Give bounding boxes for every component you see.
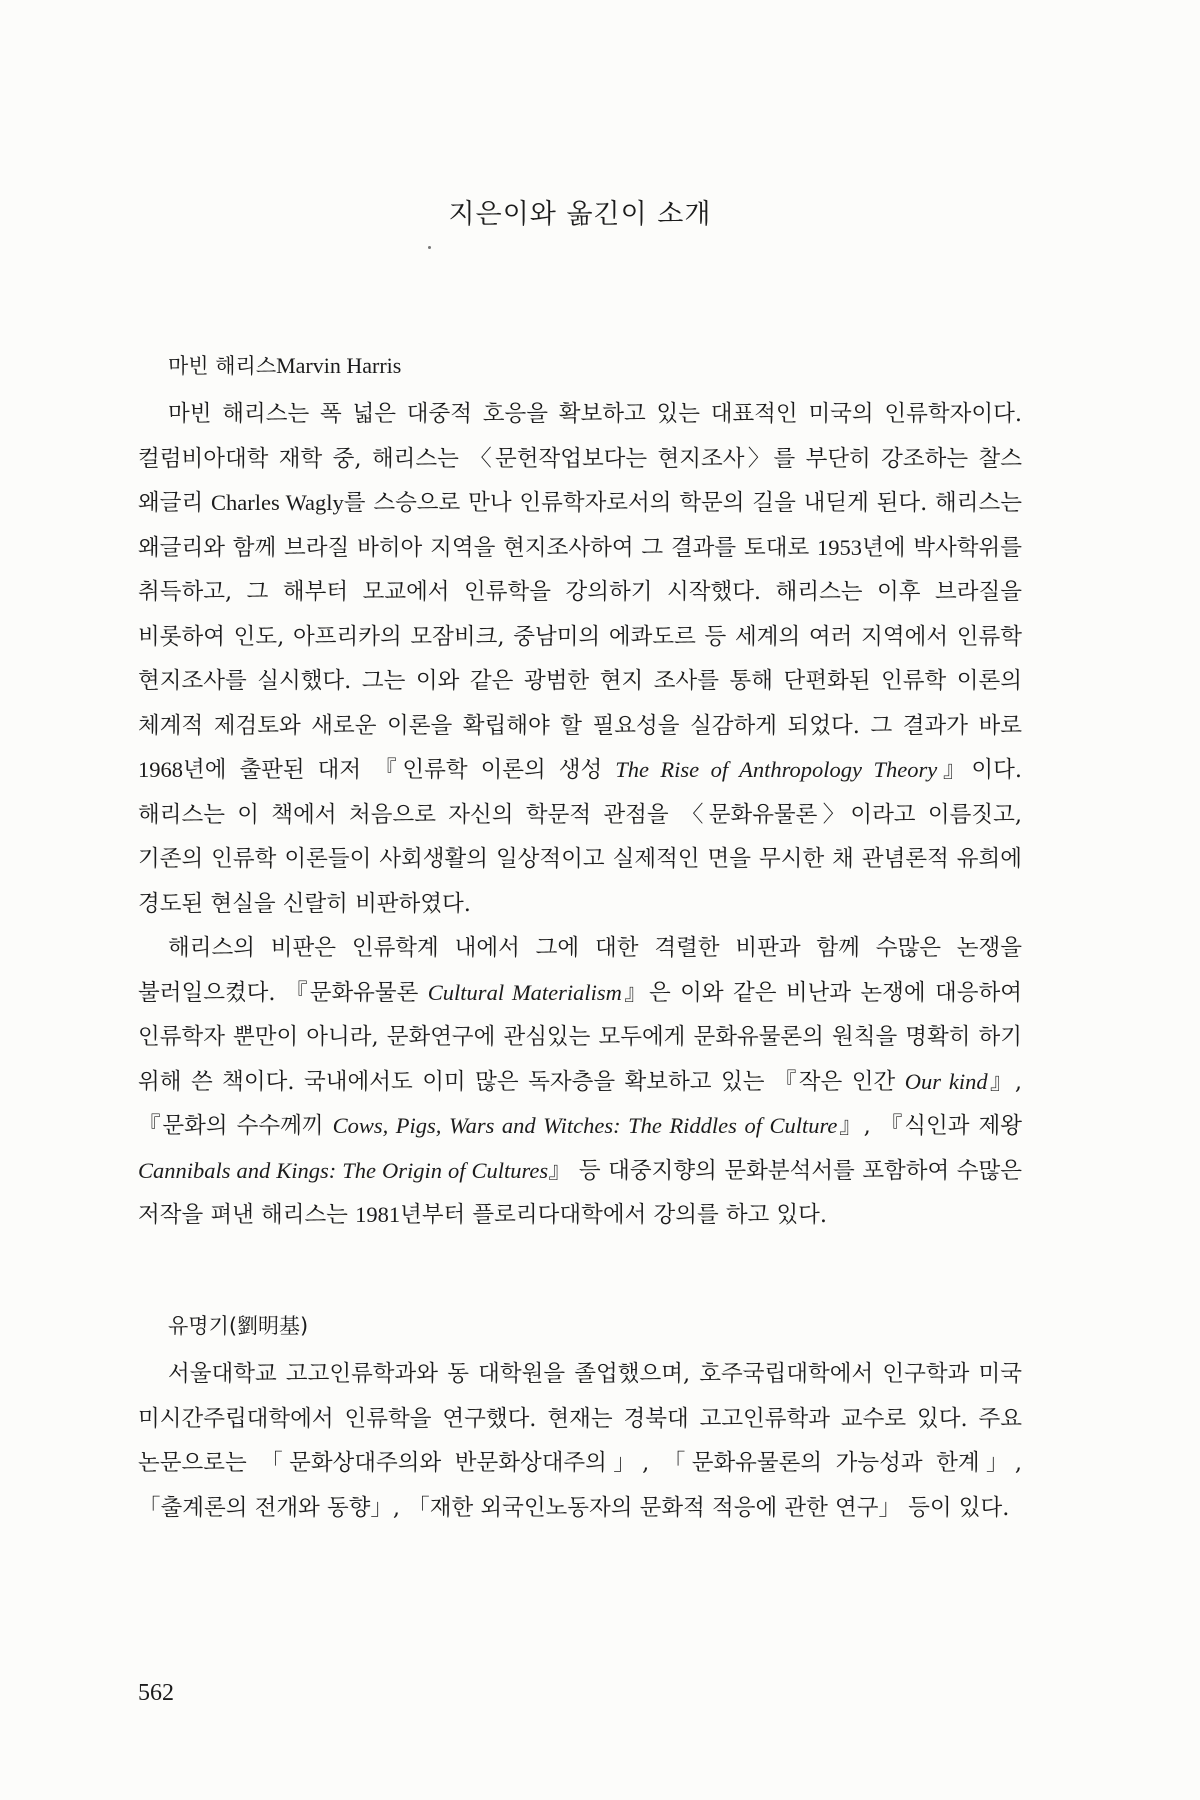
author-name-en: Marvin Harris bbox=[276, 353, 402, 378]
author-paragraph-1 bbox=[138, 392, 1022, 926]
italic-title-text: Cows, Pigs, Wars and Witches: The Riddles of Culture bbox=[332, 1113, 838, 1138]
scan-speck bbox=[428, 246, 431, 249]
paragraph-text: 를 스승으로 만나 인류학자로서의 학문의 길을 내딛게 된다. 해리스는 왜글리와 함께 브라질 바히아 지역을 현지조사하여 그 결과를 토대로 bbox=[138, 490, 1022, 561]
paragraph-text: 』 등 대중지향의 문화분석서를 포함하여 수많은 저작을 펴낸 해리스는 bbox=[138, 1157, 1022, 1228]
page-number: 562 bbox=[138, 1680, 174, 1706]
italic-title-text: Cannibals and Kings: The Origin of Cultures bbox=[138, 1157, 549, 1183]
paragraph-text: 』, 『식인과 제왕 bbox=[837, 1113, 1022, 1139]
latin-text: 1953 bbox=[817, 534, 863, 560]
page-title: 지은이와 옮긴이 소개 bbox=[448, 199, 712, 230]
translator-section bbox=[138, 1310, 1022, 1530]
paragraph-text: 』은 이와 같은 비난과 논쟁에 대응하여 인류학자 뿐만이 아니라, 문화연구에 관심있는 모두에게 문화유물론의 원칙을 명확히 하기 위해 쓴 책이다. 국내에서도 이미 많은 독자층을 확보하고 있는 『작은 인간 bbox=[138, 979, 1022, 1095]
paragraph-text: 서울대학교 고고인류학과와 동 대학원을 졸업했으며, 호주국립대학에서 인구학과 미국 미시간주립대학에서 인류학을 연구했다. 현재는 경북대 고고인류학과 교수로 있다. 주요 논문으로는 「문화상대주의와 반문화상대주의」, 「문화유물론의 가능성과 한계」, 「출계론의 전개와 동향」, 「재한 외국인노동자의 문화적 적응에 관한 연구」 등이 있다. bbox=[138, 1361, 1022, 1521]
paragraph-text: 년에 출판된 대저 『인류학 이론의 생성 bbox=[183, 757, 616, 783]
author-section bbox=[138, 350, 1022, 1238]
translator-paragraph-1 bbox=[138, 1352, 1022, 1530]
italic-title-text: Our kind bbox=[904, 1068, 988, 1094]
italic-title-text: The Rise of Anthropology Theory bbox=[615, 757, 938, 782]
italic-title-text: Cultural Materialism bbox=[427, 979, 622, 1005]
paragraph-text: 해리스의 비판은 인류학계 내에서 그에 대한 격렬한 비판과 함께 수많은 논쟁을 불러일으켰다. 『문화유물론 bbox=[138, 935, 1022, 1006]
latin-text: 1968 bbox=[138, 757, 183, 782]
author-name-ko: 마빈 해리스 bbox=[168, 354, 277, 378]
latin-text: 1981 bbox=[355, 1202, 401, 1227]
paragraph-text: 마빈 해리스는 폭 넓은 대중적 호응을 확보하고 있는 대표적인 미국의 인류학자이다. 컬럼비아대학 재학 중, 해리스는 〈문헌작업보다는 현지조사〉를 부단히 강조하는 찰스 왜글리 bbox=[138, 401, 1022, 516]
paragraph-text: 년부터 플로리다대학에서 강의를 하고 있다. bbox=[400, 1202, 828, 1228]
document-page bbox=[138, 0, 1022, 1800]
author-name bbox=[138, 350, 1022, 380]
latin-text: Charles Wagly bbox=[211, 490, 344, 515]
author-paragraph-2 bbox=[138, 926, 1022, 1238]
translator-name: 유명기(劉明基) bbox=[168, 1314, 309, 1338]
paragraph-text: 』이다. 해리스는 이 책에서 처음으로 자신의 학문적 관점을 〈문화유물론〉이라고 이름짓고, 기존의 인류학 이론들이 사회생활의 일상적이고 실제적인 면을 무시한 채 관념론적 유희에 경도된 현실을 신랄히 비판하였다. bbox=[138, 757, 1023, 917]
paragraph-text: 년에 박사학위를 취득하고, 그 해부터 모교에서 인류학을 강의하기 시작했다. 해리스는 이후 브라질을 비롯하여 인도, 아프리카의 모잠비크, 중남미의 에콰도르 등 세계의 여러 지역에서 인류학 현지조사를 실시했다. 그는 이와 같은 광범한 현지 조사를 통해 단편화된 인류학 이론의 체계적 제검토와 새로운 이론을 확립해야 할 필요성을 실감하게 되었다. 그 결과가 바로 bbox=[138, 534, 1022, 739]
paragraph-text: 』, 『문화의 수수께끼 bbox=[138, 1068, 1022, 1139]
